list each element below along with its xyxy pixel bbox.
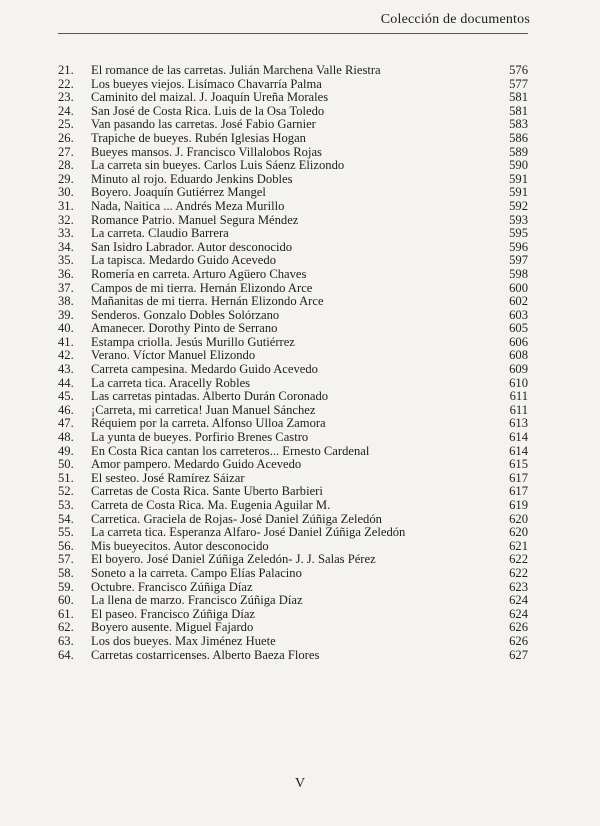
entry-number: 41. xyxy=(58,334,74,349)
entry-page-number: 626 xyxy=(509,633,528,648)
toc-entry xyxy=(58,581,534,595)
entry-page-number: 576 xyxy=(509,63,528,77)
entry-title: La carreta tica. Aracelly Robles xyxy=(91,375,251,390)
entry-page-number: 583 xyxy=(509,117,528,132)
entry-number: 40. xyxy=(58,321,74,336)
page-header xyxy=(0,0,600,40)
toc-entry xyxy=(58,526,534,540)
entry-title: Boyero. Joaquín Gutiérrez Mangel xyxy=(91,185,266,200)
toc-entry xyxy=(58,254,534,268)
entry-number: 21. xyxy=(58,63,74,77)
entry-number: 62. xyxy=(58,620,74,635)
entry-title: La yunta de bueyes. Porfirio Brenes Castro xyxy=(91,430,309,445)
entry-title: Mis bueyecitos. Autor desconocido xyxy=(91,538,269,553)
toc-entry xyxy=(58,363,534,377)
entry-title: La carreta tica. Esperanza Alfaro- José Daniel Zúñiga Zeledón xyxy=(91,525,406,540)
entry-number: 52. xyxy=(58,484,74,499)
entry-number: 35. xyxy=(58,253,74,268)
entry-page-number: 615 xyxy=(509,457,528,472)
entry-page-number: 617 xyxy=(509,484,528,499)
entry-title: Bueyes mansos. J. Francisco Villalobos Rojas xyxy=(91,144,322,159)
running-header-title: Colección de documentos xyxy=(380,12,530,27)
entry-title: La llena de marzo. Francisco Zúñiga Díaz xyxy=(91,593,303,608)
entry-title: Senderos. Gonzalo Dobles Solórzano xyxy=(91,307,280,322)
entry-title: Amor pampero. Medardo Guido Acevedo xyxy=(91,457,302,472)
toc-entry xyxy=(58,214,534,228)
toc-entry xyxy=(58,390,534,404)
entry-title: Las carretas pintadas. Alberto Durán Coronado xyxy=(91,389,329,404)
entry-page-number: 586 xyxy=(509,130,528,145)
toc-entry xyxy=(58,322,534,336)
entry-title: Trapiche de bueyes. Rubén Iglesias Hogan xyxy=(91,130,306,145)
entry-title: Los bueyes viejos. Lisímaco Chavarría Palma xyxy=(91,76,322,91)
header-divider xyxy=(58,33,528,34)
page-number: V xyxy=(294,776,306,791)
entry-number: 63. xyxy=(58,633,74,648)
toc-entry xyxy=(58,105,534,119)
toc-entry xyxy=(58,295,534,309)
entry-page-number: 620 xyxy=(509,525,528,540)
entry-page-number: 627 xyxy=(509,647,528,662)
entry-title: Campos de mi tierra. Hernán Elizondo Arce xyxy=(91,280,313,295)
entry-title: Romance Patrio. Manuel Segura Méndez xyxy=(91,212,299,227)
entry-title: El paseo. Francisco Zúñiga Díaz xyxy=(91,606,256,621)
entry-page-number: 581 xyxy=(509,103,528,118)
entry-page-number: 611 xyxy=(509,389,528,404)
entry-title: Los dos bueyes. Max Jiménez Huete xyxy=(91,633,276,648)
toc-entry xyxy=(58,241,534,255)
entry-title: Carretica. Graciela de Rojas- José Daniel Zúñiga Zeledón xyxy=(91,511,382,526)
toc-entry xyxy=(58,404,534,418)
entry-page-number: 589 xyxy=(509,144,528,159)
entry-number: 36. xyxy=(58,266,74,281)
entry-number: 46. xyxy=(58,402,74,417)
toc-entry xyxy=(58,132,534,146)
entry-page-number: 598 xyxy=(509,266,528,281)
entry-number: 26. xyxy=(58,130,74,145)
entry-page-number: 600 xyxy=(509,280,528,295)
toc-entry xyxy=(58,621,534,635)
entry-title: Réquiem por la carreta. Alfonso Ulloa Zamora xyxy=(91,416,326,431)
toc-entry xyxy=(58,227,534,241)
toc-entry xyxy=(58,417,534,431)
entry-number: 53. xyxy=(58,498,74,512)
entry-page-number: 592 xyxy=(509,198,528,213)
toc-entry xyxy=(58,485,534,499)
entry-page-number: 591 xyxy=(509,185,528,200)
toc-entry xyxy=(58,540,534,554)
entry-title: Carretas costarricenses. Alberto Baeza Flores xyxy=(91,647,320,662)
entry-number: 61. xyxy=(58,606,74,621)
entry-page-number: 613 xyxy=(509,416,528,431)
toc-entry xyxy=(58,336,534,350)
entry-title: La tapisca. Medardo Guido Acevedo xyxy=(91,253,276,268)
toc-entry xyxy=(58,173,534,187)
entry-number: 28. xyxy=(58,158,74,173)
entry-number: 22. xyxy=(58,76,74,91)
entry-page-number: 602 xyxy=(509,294,528,309)
toc-entry xyxy=(58,64,534,78)
toc-entry xyxy=(58,118,534,132)
entry-title: El romance de las carretas. Julián Marchena Valle Riestra xyxy=(91,63,381,77)
entry-title: Nada, Naitica ... Andrés Meza Murillo xyxy=(91,198,285,213)
entry-number: 33. xyxy=(58,226,74,241)
toc-entry xyxy=(58,186,534,200)
toc-entry xyxy=(58,553,534,567)
entry-page-number: 623 xyxy=(509,579,528,594)
toc-entry xyxy=(58,91,534,105)
entry-title: Carreta de Costa Rica. Ma. Eugenia Aguilar M. xyxy=(91,498,331,512)
entry-title: Octubre. Francisco Zúñiga Díaz xyxy=(91,579,253,594)
toc-entry xyxy=(58,458,534,472)
entry-page-number: 624 xyxy=(509,606,528,621)
entry-page-number: 624 xyxy=(509,593,528,608)
entry-number: 60. xyxy=(58,593,74,608)
entry-number: 51. xyxy=(58,470,74,485)
entry-number: 48. xyxy=(58,430,74,445)
toc-entry xyxy=(58,499,534,513)
toc-entry xyxy=(58,431,534,445)
toc-entry xyxy=(58,349,534,363)
entry-title: Amanecer. Dorothy Pinto de Serrano xyxy=(91,321,278,336)
entry-page-number: 605 xyxy=(509,321,528,336)
entry-number: 30. xyxy=(58,185,74,200)
entry-page-number: 614 xyxy=(509,443,528,458)
entry-title: Caminito del maizal. J. Joaquín Ureña Morales xyxy=(91,90,329,105)
toc-entry xyxy=(58,377,534,391)
entry-number: 31. xyxy=(58,198,74,213)
toc-entry xyxy=(58,513,534,527)
entry-page-number: 611 xyxy=(509,402,528,417)
entry-number: 42. xyxy=(58,348,74,363)
entry-page-number: 606 xyxy=(509,334,528,349)
entry-number: 38. xyxy=(58,294,74,309)
entry-page-number: 621 xyxy=(509,538,528,553)
entry-page-number: 609 xyxy=(509,362,528,377)
entry-number: 55. xyxy=(58,525,74,540)
entry-number: 24. xyxy=(58,103,74,118)
toc-entry xyxy=(58,268,534,282)
toc-entry xyxy=(58,567,534,581)
entry-title: Romería en carreta. Arturo Agüero Chaves xyxy=(91,266,307,281)
entry-page-number: 608 xyxy=(509,348,528,363)
entry-title: El sesteo. José Ramírez Sáizar xyxy=(91,470,245,485)
toc-entry xyxy=(58,594,534,608)
entry-page-number: 619 xyxy=(509,498,528,512)
entry-number: 56. xyxy=(58,538,74,553)
toc-entry xyxy=(58,78,534,92)
entry-page-number: 610 xyxy=(509,375,528,390)
toc-entry xyxy=(58,159,534,173)
entry-title: Van pasando las carretas. José Fabio Garnier xyxy=(91,117,316,132)
entry-page-number: 620 xyxy=(509,511,528,526)
entry-number: 34. xyxy=(58,239,74,254)
entry-title: Boyero ausente. Miguel Fajardo xyxy=(91,620,254,635)
entry-page-number: 614 xyxy=(509,430,528,445)
entry-number: 37. xyxy=(58,280,74,295)
entry-title: La carreta sin bueyes. Carlos Luis Sáenz Elizondo xyxy=(91,158,345,173)
entry-number: 58. xyxy=(58,565,74,580)
entry-page-number: 622 xyxy=(509,552,528,567)
entry-number: 32. xyxy=(58,212,74,227)
entry-number: 45. xyxy=(58,389,74,404)
table-of-contents xyxy=(58,64,534,662)
entry-page-number: 617 xyxy=(509,470,528,485)
entry-page-number: 603 xyxy=(509,307,528,322)
toc-entry xyxy=(58,635,534,649)
entry-page-number: 597 xyxy=(509,253,528,268)
entry-page-number: 591 xyxy=(509,171,528,186)
entry-title: En Costa Rica cantan los carreteros... Ernesto Cardenal xyxy=(91,443,370,458)
entry-title: Estampa criolla. Jesús Murillo Gutiérrez xyxy=(91,334,295,349)
entry-title: Verano. Víctor Manuel Elizondo xyxy=(91,348,256,363)
toc-entry xyxy=(58,445,534,459)
entry-page-number: 593 xyxy=(509,212,528,227)
entry-page-number: 595 xyxy=(509,226,528,241)
entry-number: 54. xyxy=(58,511,74,526)
entry-number: 39. xyxy=(58,307,74,322)
entry-title: Minuto al rojo. Eduardo Jenkins Dobles xyxy=(91,171,293,186)
entry-page-number: 626 xyxy=(509,620,528,635)
entry-page-number: 581 xyxy=(509,90,528,105)
toc-entry xyxy=(58,472,534,486)
entry-title: ¡Carreta, mi carretica! Juan Manuel Sánchez xyxy=(91,402,316,417)
entry-number: 47. xyxy=(58,416,74,431)
entry-number: 25. xyxy=(58,117,74,132)
toc-entry xyxy=(58,282,534,296)
entry-title: Carreta campesina. Medardo Guido Acevedo xyxy=(91,362,318,377)
entry-title: San José de Costa Rica. Luis de la Osa Toledo xyxy=(91,103,325,118)
entry-number: 43. xyxy=(58,362,74,377)
entry-page-number: 590 xyxy=(509,158,528,173)
entry-title: El boyero. José Daniel Zúñiga Zeledón- J. J. Salas Pérez xyxy=(91,552,376,567)
entry-title: Soneto a la carreta. Campo Elías Palacino xyxy=(91,565,302,580)
entry-number: 59. xyxy=(58,579,74,594)
entry-page-number: 577 xyxy=(509,76,528,91)
entry-title: San Isidro Labrador. Autor desconocido xyxy=(91,239,293,254)
entry-number: 29. xyxy=(58,171,74,186)
entry-title: Carretas de Costa Rica. Sante Uberto Barbieri xyxy=(91,484,323,499)
entry-number: 44. xyxy=(58,375,74,390)
entry-page-number: 622 xyxy=(509,565,528,580)
toc-entry xyxy=(58,608,534,622)
entry-title: La carreta. Claudio Barrera xyxy=(91,226,229,241)
entry-number: 23. xyxy=(58,90,74,105)
toc-entry xyxy=(58,649,534,663)
toc-entry xyxy=(58,309,534,323)
entry-number: 27. xyxy=(58,144,74,159)
entry-number: 57. xyxy=(58,552,74,567)
entry-number: 49. xyxy=(58,443,74,458)
entry-title: Mañanitas de mi tierra. Hernán Elizondo Arce xyxy=(91,294,324,309)
toc-entry xyxy=(58,146,534,160)
entry-number: 50. xyxy=(58,457,74,472)
entry-number: 64. xyxy=(58,647,74,662)
entry-page-number: 596 xyxy=(509,239,528,254)
toc-entry xyxy=(58,200,534,214)
